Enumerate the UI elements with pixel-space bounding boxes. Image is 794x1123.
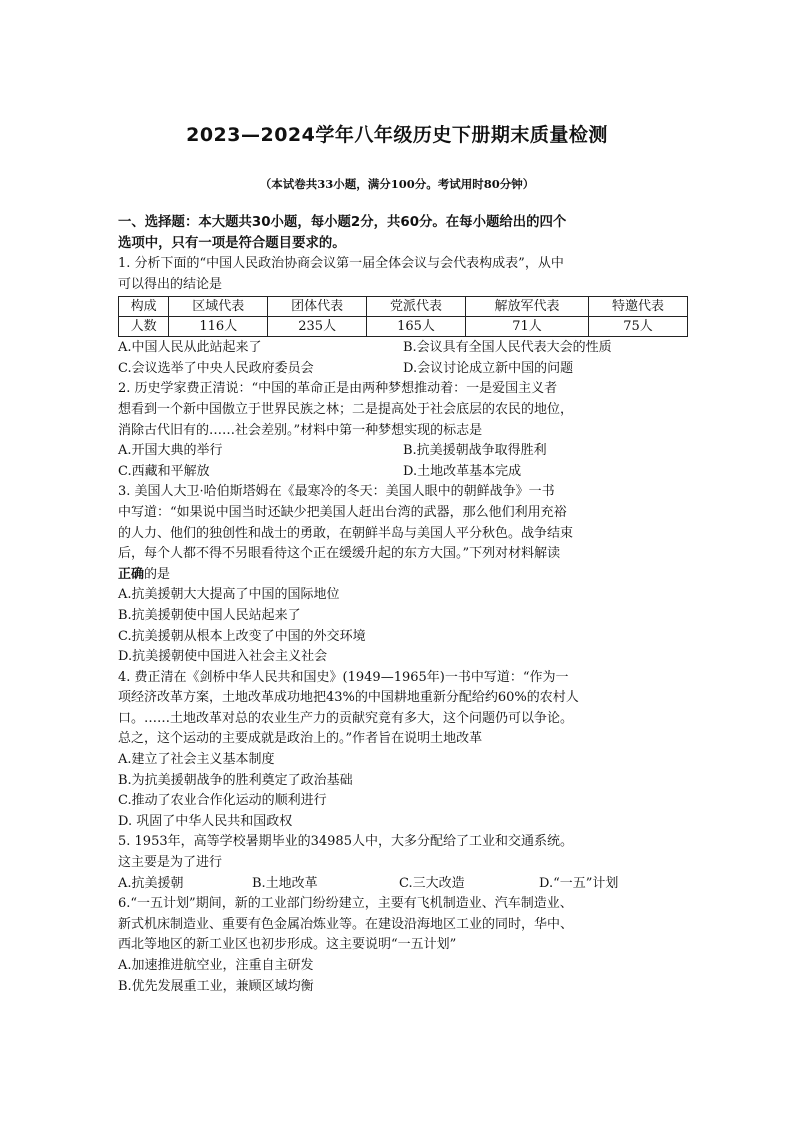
option-d[interactable]: D. 巩固了中华人民共和国政权 — [118, 813, 293, 829]
question-6 — [118, 894, 688, 997]
section-heading-line: 选项中，只有一项是符合题目要求的。 — [118, 236, 346, 251]
table-cell: 人数 — [119, 317, 169, 337]
table-cell: 区域代表 — [169, 297, 268, 317]
option-a[interactable]: A.建立了社会主义基本制度 — [118, 752, 275, 768]
question-text: 消除古代旧有的……社会差别。”材料中第一种梦想实现的标志是 — [118, 422, 483, 438]
exam-instructions: （本试卷共33小题，满分100分。考试用时80分钟） — [259, 177, 535, 191]
question-text: 1. 分析下面的“中国人民政治协商会议第一届全体会议与会代表构成表”，从中 — [118, 256, 564, 271]
page-title: 2023—2024学年八年级历史下册期末质量检测 — [186, 124, 608, 146]
question-text: 这主要是为了进行 — [118, 855, 223, 871]
question-text: 5. 1953年，高等学校暑期毕业的34985人中，大多分配给了工业和交通系统。 — [118, 834, 573, 850]
question-text: 后，每个人都不得不另眼看待这个正在缓缓升起的东方大国。”下列对材料解读 — [118, 546, 561, 562]
table-cell: 165人 — [367, 317, 466, 337]
option-b[interactable]: B.为抗美援朝战争的胜利奠定了政治基础 — [118, 772, 353, 788]
option-b[interactable]: B.土地改革 — [252, 875, 318, 891]
table-cell: 235人 — [268, 317, 367, 337]
option-c[interactable]: C.西藏和平解放 — [118, 463, 210, 479]
option-row — [118, 874, 688, 895]
section-heading — [118, 212, 688, 254]
question-text: 总之，这个运动的主要成就是政治上的。”作者旨在说明土地改革 — [118, 731, 483, 747]
option-c[interactable]: C.三大改造 — [399, 875, 465, 891]
question-text: 新式机床制造业、重要有色金属冶炼业等。在建设沿海地区工业的同时，华中、 — [118, 916, 574, 932]
exam-content — [118, 212, 688, 997]
option-d[interactable]: D.土地改革基本完成 — [403, 463, 522, 479]
option-a[interactable]: A.开国大典的举行 — [118, 443, 223, 459]
option-d[interactable]: D.抗美援朝使中国进入社会主义社会 — [118, 649, 328, 665]
table-cell: 71人 — [465, 317, 588, 337]
option-c[interactable]: C.推动了农业合作化运动的顺利进行 — [118, 793, 327, 809]
table-header-row — [119, 297, 688, 317]
section-heading-line: 一、选择题：本大题共30小题，每小题2分，共60分。在每小题给出的四个 — [118, 215, 567, 230]
question-text: 2. 历史学家费正清说：“中国的革命正是由两种梦想推动着：一是爱国主义者 — [118, 381, 558, 397]
question-3 — [118, 482, 688, 667]
option-b[interactable]: B.抗美援朝使中国人民站起来了 — [118, 607, 301, 623]
question-text: 西北等地区的新工业区也初步形成。这主要说明“一五计划” — [118, 937, 457, 953]
question-text: 4. 费正清在《剑桥中华人民共和国史》(1949—1965年)一书中写道：“作为一 — [118, 669, 569, 685]
option-row — [118, 441, 688, 462]
question-5 — [118, 832, 688, 894]
question-text: 的人力、他们的独创性和战士的勇敢，在朝鲜半岛与美国人平分秋色。战争结束 — [118, 525, 574, 541]
table-cell: 75人 — [589, 317, 688, 337]
option-c[interactable]: C.会议选举了中央人民政府委员会 — [118, 360, 314, 376]
question-text-rest: 的是 — [144, 566, 171, 582]
option-row — [118, 359, 688, 380]
option-a[interactable]: A.中国人民从此站起来了 — [118, 340, 262, 356]
table-cell: 解放军代表 — [465, 297, 588, 317]
option-d[interactable]: D.会议讨论成立新中国的问题 — [403, 360, 574, 376]
emphasis-text: 正确 — [118, 566, 145, 582]
option-a[interactable]: A.加速推进航空业，注重自主研发 — [118, 958, 314, 973]
option-b[interactable]: B.优先发展重工业，兼顾区域均衡 — [118, 978, 314, 994]
question-text: 项经济改革方案，土地改革成功地把43%的中国耕地重新分配给约60%的农村人 — [118, 690, 579, 706]
question-text: 想看到一个新中国傲立于世界民族之林；二是提高处于社会底层的农民的地位， — [118, 401, 574, 417]
question-text: 口。……土地改革对总的农业生产力的贡献究竟有多大，这个问题仍可以争论。 — [118, 710, 574, 726]
question-text: 3. 美国人大卫·哈伯斯塔姆在《最寒冷的冬天：美国人眼中的朝鲜战争》一书 — [118, 484, 555, 500]
question-2 — [118, 379, 688, 482]
table-cell: 团体代表 — [268, 297, 367, 317]
question-text — [118, 565, 688, 586]
option-a[interactable]: A.抗美援朝大大提高了中国的国际地位 — [118, 587, 340, 603]
delegate-table — [118, 296, 688, 337]
question-4 — [118, 668, 688, 833]
table-cell: 116人 — [169, 317, 268, 337]
option-row — [118, 462, 688, 483]
option-d[interactable]: D.“一五”计划 — [539, 875, 619, 891]
question-text: 可以得出的结论是 — [118, 276, 223, 292]
option-b[interactable]: B.抗美援朝战争取得胜利 — [403, 443, 547, 459]
option-a[interactable]: A.抗美援朝 — [118, 875, 184, 891]
question-text: 中写道：“如果说中国当时还缺少把美国人赶出台湾的武器，那么他们利用充裕 — [118, 504, 567, 520]
table-cell: 特邀代表 — [589, 297, 688, 317]
question-text: 6.“一五计划”期间，新的工业部门纷纷建立，主要有飞机制造业、汽车制造业、 — [118, 896, 573, 912]
table-row — [119, 317, 688, 337]
option-c[interactable]: C.抗美援朝从根本上改变了中国的外交环境 — [118, 628, 366, 644]
table-cell: 党派代表 — [367, 297, 466, 317]
table-cell: 构成 — [119, 297, 169, 317]
option-row — [118, 338, 688, 359]
question-1 — [118, 254, 688, 379]
option-b[interactable]: B.会议具有全国人民代表大会的性质 — [403, 340, 612, 356]
